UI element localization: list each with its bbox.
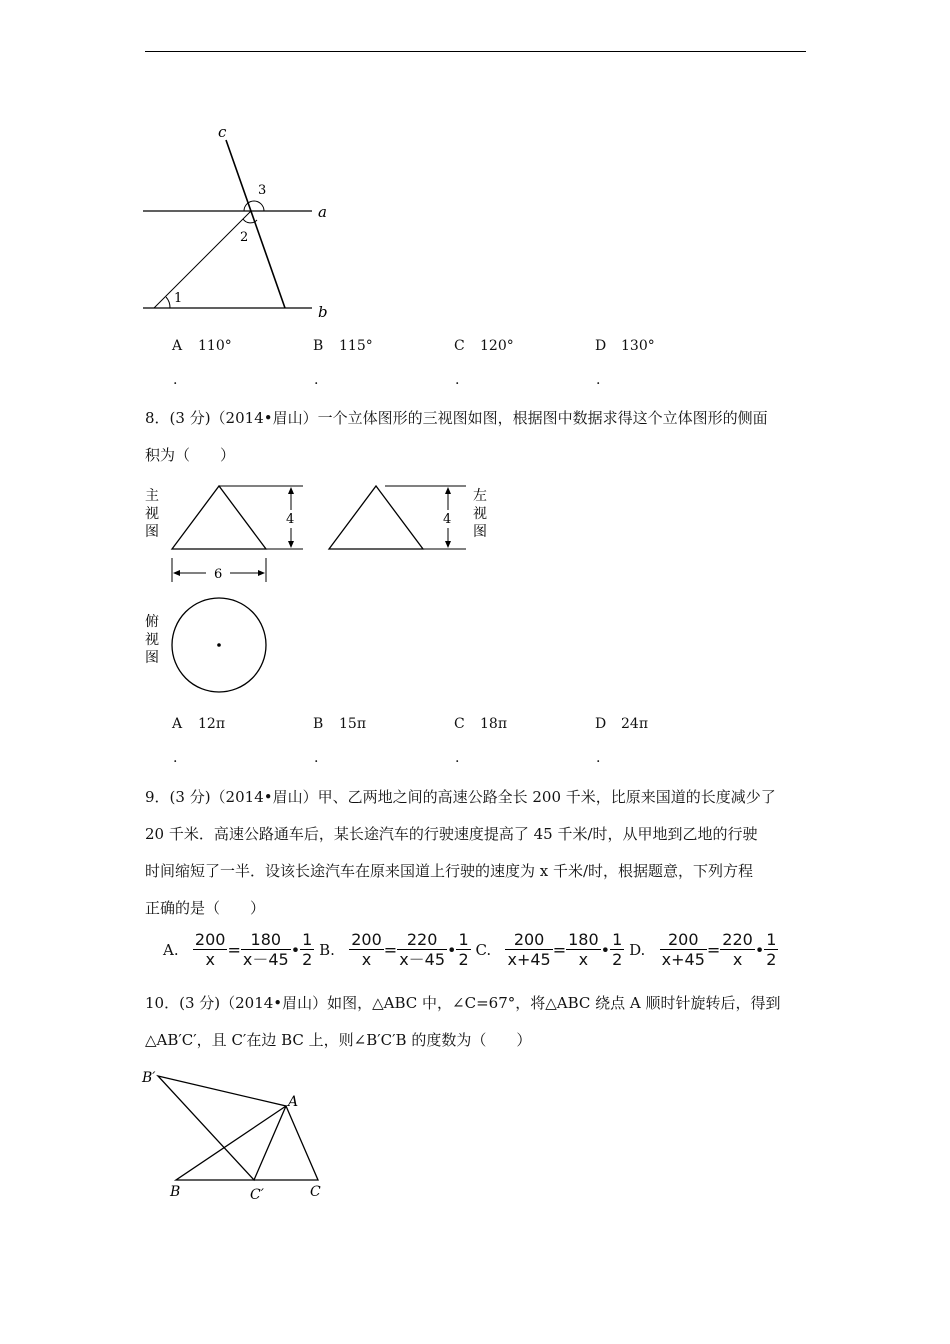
fraction: $\frac{200}{x+45}$: [507, 930, 551, 969]
left-height-label: 4: [443, 512, 452, 527]
triangle-ab1c1: [158, 1076, 286, 1180]
label-c: C: [310, 1184, 321, 1200]
q7-option-a-dot: .: [173, 372, 178, 388]
q8-option-d[interactable]: D 24π: [595, 716, 649, 732]
angle1-arc: [166, 297, 170, 308]
q7-option-c[interactable]: C 120°: [454, 338, 514, 354]
width-label: 6: [214, 567, 223, 582]
left-dim-arrow-up: [445, 487, 451, 494]
fraction: $\frac{220}{x-45}$: [399, 930, 446, 969]
top-view-char-1: 俯: [145, 614, 159, 630]
front-view-char-2: 视: [145, 506, 159, 522]
q9-option-a[interactable]: A. $\frac{200}{x}$ = $\frac{180}{x-45}$ • $\frac{1}{2}$: [163, 930, 313, 969]
fraction: $\frac{180}{x-45}$: [242, 930, 289, 969]
q10-question: 10．(3 分)（2014•眉山）如图，△ABC 中，∠C=67°，将△ABC 绕点 A 顺时针旋转后，得到 △AB′C′，且 C′在边 BC 上，则∠B′C′B 的度数为（ ）: [145, 994, 781, 1049]
header-rule: [145, 51, 806, 52]
front-view-triangle: [172, 486, 266, 549]
q8-option-c-dot: .: [455, 750, 460, 766]
fraction: $\frac{200}{x+45}$: [661, 930, 705, 969]
top-view-center: [217, 643, 221, 647]
left-view-triangle: [329, 486, 423, 549]
front-height-label: 4: [286, 512, 295, 527]
transversal: [154, 211, 251, 308]
q8-option-c[interactable]: C 18π: [454, 716, 508, 732]
label-b: b: [318, 303, 328, 321]
top-view-char-3: 图: [145, 650, 159, 666]
fraction: $\frac{1}{2}$: [612, 930, 623, 969]
q8-option-a[interactable]: A 12π: [172, 716, 226, 732]
q8-option-b[interactable]: B 15π: [313, 716, 367, 732]
q8-option-b-dot: .: [314, 750, 319, 766]
line-c: [226, 140, 285, 308]
left-dim-arrow-down: [445, 541, 451, 548]
q9-options: [163, 930, 778, 969]
fraction: $\frac{200}{x}$: [351, 930, 382, 969]
q9-option-c[interactable]: C. $\frac{200}{x+45}$ = $\frac{180}{x}$ • $\frac{1}{2}$: [475, 930, 623, 969]
q7-option-a[interactable]: A 110°: [172, 338, 232, 354]
angle2-label: 2: [240, 230, 249, 245]
fraction: $\frac{200}{x}$: [194, 930, 226, 969]
fraction: $\frac{180}{x}$: [568, 930, 599, 969]
fraction: $\frac{1}{2}$: [458, 930, 469, 969]
q10-rotation-figure: [138, 1064, 338, 1204]
q7-option-d-dot: .: [596, 372, 601, 388]
q7-figure: [140, 120, 340, 325]
label-a: A: [288, 1094, 299, 1110]
q8-option-d-dot: .: [596, 750, 601, 766]
front-view-char-1: 主: [145, 488, 159, 504]
label-a: a: [318, 203, 327, 221]
q9-option-d[interactable]: D. $\frac{200}{x+45}$ = $\frac{220}{x}$ • $\frac{1}{2}$: [629, 930, 777, 969]
q7-option-b[interactable]: B 115°: [313, 338, 373, 354]
triangle-abc: [176, 1106, 318, 1180]
left-view-char-3: 图: [473, 524, 487, 540]
fraction: $\frac{220}{x}$: [722, 930, 753, 969]
angle3-arc: [244, 201, 264, 211]
angle3-label: 3: [258, 183, 267, 198]
left-view-char-1: 左: [473, 488, 487, 504]
label-c-prime: C′: [250, 1187, 264, 1203]
q8-question: 8．(3 分)（2014•眉山）一个立体图形的三视图如图，根据图中数据求得这个立体图形的侧面 积为（ ）: [145, 409, 768, 464]
front-dim-arrow-up: [288, 487, 294, 494]
top-view-char-2: 视: [145, 632, 159, 648]
label-b: B: [170, 1184, 181, 1200]
fraction: $\frac{1}{2}$: [766, 930, 777, 969]
q7-option-b-dot: .: [314, 372, 319, 388]
width-dim-arrow-right: [258, 570, 265, 576]
q7-option-c-dot: .: [455, 372, 460, 388]
label-c: c: [218, 123, 227, 141]
front-view-char-3: 图: [145, 524, 159, 540]
q9-option-b[interactable]: B. $\frac{200}{x}$ = $\frac{220}{x-45}$ • $\frac{1}{2}$: [319, 930, 469, 969]
q9-question: 9．(3 分)（2014•眉山）甲、乙两地之间的高速公路全长 200 千米，比原来国道的长度减少了 20 千米．高速公路通车后，某长途汽车的行驶速度提高了 45 千米/时，从甲地到乙地的行驶 时间缩短了一半．设该长途汽车在原来国道上行驶的速度为 x 千米/时，根据题意，下列方程 正确的是（ ）: [145, 788, 776, 917]
fraction: $\frac{1}{2}$: [302, 930, 313, 969]
q7-option-d[interactable]: D 130°: [595, 338, 655, 354]
width-dim-arrow-left: [173, 570, 180, 576]
front-dim-arrow-down: [288, 541, 294, 548]
q8-option-a-dot: .: [173, 750, 178, 766]
label-b-prime: B′: [142, 1070, 156, 1086]
angle1-label: 1: [174, 291, 183, 306]
q8-three-views-figure: [140, 478, 500, 698]
left-view-char-2: 视: [473, 506, 487, 522]
